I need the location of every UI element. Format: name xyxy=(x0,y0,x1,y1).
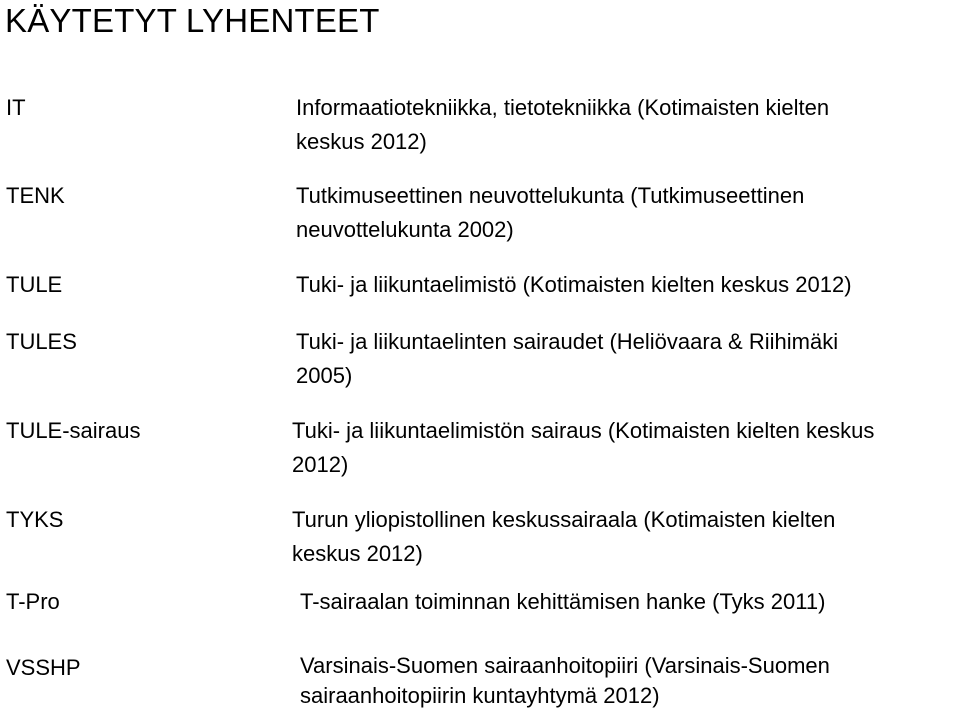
definition-line: keskus 2012) xyxy=(296,129,427,154)
definition-line: 2012) xyxy=(292,452,349,477)
abbreviation-tule-sairaus: TULE-sairaus xyxy=(6,418,141,443)
definition-line: Tuki- ja liikuntaelinten sairaudet (Heliövaara & Riihimäki xyxy=(296,329,839,354)
abbreviation-it: IT xyxy=(6,95,26,120)
abbreviation-t-pro: T-Pro xyxy=(6,589,60,614)
definition-tule-sairaus xyxy=(292,414,874,482)
definition-line: T-sairaalan toiminnan kehittämisen hanke (Tyks 2011) xyxy=(300,589,826,614)
page-title: KÄYTETYT LYHENTEET xyxy=(5,2,380,39)
definition-line: keskus 2012) xyxy=(292,541,423,566)
definition-tules xyxy=(296,325,838,393)
definition-line: Tuki- ja liikuntaelimistö (Kotimaisten kielten keskus 2012) xyxy=(296,272,852,297)
definition-tyks xyxy=(292,503,835,571)
definition-line: 2005) xyxy=(296,363,353,388)
definition-line: neuvottelukunta 2002) xyxy=(296,217,514,242)
definition-line: Varsinais-Suomen sairaanhoitopiiri (Varsinais-Suomen xyxy=(300,653,830,678)
definition-vsshp xyxy=(300,651,830,711)
abbreviation-vsshp: VSSHP xyxy=(6,655,81,680)
definition-t-pro xyxy=(300,585,825,619)
definition-it xyxy=(296,91,829,159)
definition-tenk xyxy=(296,179,804,247)
abbreviation-tenk: TENK xyxy=(6,183,65,208)
definition-line: Tuki- ja liikuntaelimistön sairaus (Kotimaisten kielten keskus xyxy=(292,418,875,443)
definition-line: sairaanhoitopiirin kuntayhtymä 2012) xyxy=(300,683,660,708)
abbreviation-tules: TULES xyxy=(6,329,77,354)
abbreviation-tyks: TYKS xyxy=(6,507,64,532)
definition-line: Informaatiotekniikka, tietotekniikka (Kotimaisten kielten xyxy=(296,95,830,120)
definition-line: Tutkimuseettinen neuvottelukunta (Tutkimuseettinen xyxy=(296,183,805,208)
definition-line: Turun yliopistollinen keskussairaala (Kotimaisten kielten xyxy=(292,507,836,532)
abbreviation-tule: TULE xyxy=(6,272,63,297)
definition-tule xyxy=(296,268,852,302)
